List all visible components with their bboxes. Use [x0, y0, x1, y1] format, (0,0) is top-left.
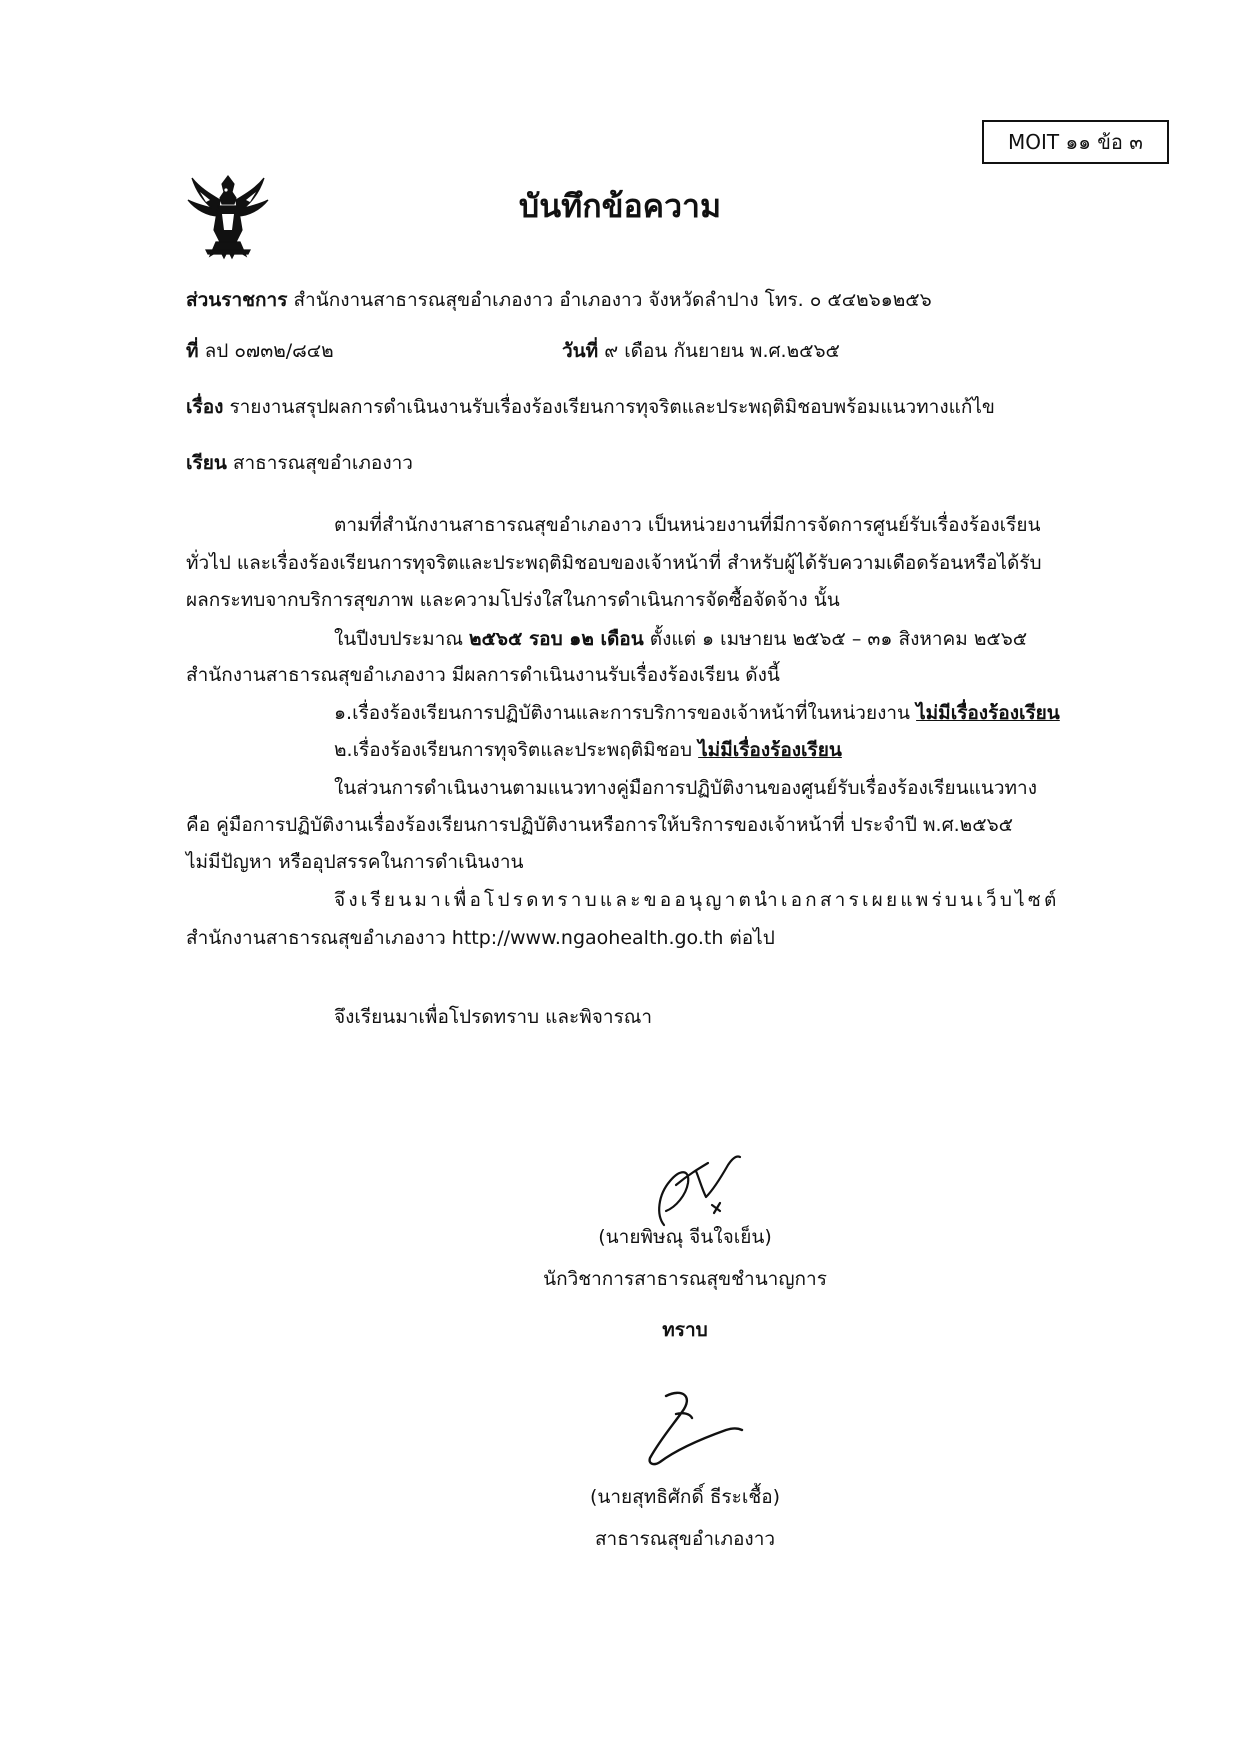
ref-label: ที่ — [186, 340, 199, 362]
para2-round: ๒๕๖๕ รอบ ๑๒ เดือน — [469, 628, 644, 650]
acknowledge-label: ทราบ — [662, 1319, 708, 1341]
subject-value: รายงานสรุปผลการดำเนินงานรับเรื่องร้องเรียนการทุจริตและประพฤติมิชอบพร้อมแนวทางแก้ไข — [229, 396, 995, 418]
para1-line2: ทั่วไป และเรื่องร้องเรียนการทุจริตและประพฤติมิชอบของเจ้าหน้าที่ สำหรับผู้ได้รับความเดือดร้อนหรือได้รับ — [186, 552, 1042, 574]
para3-line1: ในส่วนการดำเนินงานตามแนวทางคู่มือการปฏิบัติงานของศูนย์รับเรื่องร้องเรียนแนวทาง — [334, 777, 1037, 799]
agency-value: สำนักงานสาธารณสุขอำเภองาว อำเภองาว จังหวัดลำปาง โทร. ๐ ๕๔๒๖๑๒๕๖ — [293, 289, 932, 311]
to-value: สาธารณสุขอำเภองาว — [232, 452, 413, 474]
signer-2-position: สาธารณสุขอำเภองาว — [594, 1528, 776, 1550]
signer-1-position: นักวิชาการสาธารณสุขชำนาญการ — [543, 1268, 827, 1290]
para1-line3: ผลกระทบจากบริการสุขภาพ และความโปร่งใสในการดำเนินการจัดซื้อจัดจ้าง นั้น — [186, 589, 840, 611]
closing-line: จึงเรียนมาเพื่อโปรดทราบ และพิจารณา — [334, 1006, 653, 1028]
agency-row — [186, 285, 932, 315]
para3-line3: ไม่มีปัญหา หรืออุปสรรคในการดำเนินงาน — [186, 851, 524, 873]
date-row — [562, 336, 840, 366]
to-row — [186, 448, 413, 478]
para4-line1: จึงเรียนมาเพื่อโปรดทราบและขออนุญาตนำเอกสารเผยแพร่บนเว็บไซต์ — [334, 889, 1060, 911]
ref-row — [186, 336, 334, 366]
to-label: เรียน — [186, 452, 227, 474]
item2-text: ๒.เรื่องร้องเรียนการทุจริตและประพฤติมิชอบ — [334, 739, 693, 761]
item2-result: ไม่มีเรื่องร้องเรียน — [698, 739, 842, 761]
para2-line2: สำนักงานสาธารณสุขอำเภองาว มีผลการดำเนินงานรับเรื่องร้องเรียน ดังนี้ — [186, 664, 780, 686]
para2-period: ตั้งแต่ ๑ เมษายน ๒๕๖๕ – ๓๑ สิงหาคม ๒๕๖๕ — [649, 628, 1028, 650]
signature-1-icon — [636, 1145, 756, 1230]
para2-line1 — [334, 624, 1027, 654]
para2-fiscal-label: ในปีงบประมาณ — [334, 628, 463, 650]
item1-result: ไม่มีเรื่องร้องเรียน — [916, 702, 1060, 724]
subject-label: เรื่อง — [186, 396, 224, 418]
signature-2-icon — [636, 1384, 746, 1474]
form-code-box: MOIT ๑๑ ข้อ ๓ — [982, 120, 1169, 164]
list-item-1 — [334, 698, 1060, 728]
date-label: วันที่ — [562, 340, 599, 362]
para3-line2: คือ คู่มือการปฏิบัติงานเรื่องร้องเรียนการปฏิบัติงานหรือการให้บริการของเจ้าหน้าที่ ประจำปี พ.ศ.๒๕๖๕ — [186, 814, 1014, 836]
list-item-2 — [334, 735, 842, 765]
ref-value: ลป ๐๗๓๒/๘๔๒ — [204, 340, 334, 362]
agency-label: ส่วนราชการ — [186, 289, 288, 311]
item1-text: ๑.เรื่องร้องเรียนการปฏิบัติงานและการบริการของเจ้าหน้าที่ในหน่วยงาน — [334, 702, 911, 724]
date-value: ๙ เดือน กันยายน พ.ศ.๒๕๖๕ — [604, 340, 840, 362]
subject-row — [186, 392, 995, 422]
para4-line2: สำนักงานสาธารณสุขอำเภองาว http://www.ngaohealth.go.th ต่อไป — [186, 927, 775, 949]
signer-1-name: (นายพิษณุ จีนใจเย็น) — [598, 1226, 772, 1248]
para1-line1: ตามที่สำนักงานสาธารณสุขอำเภองาว เป็นหน่วยงานที่มีการจัดการศูนย์รับเรื่องร้องเรียน — [334, 514, 1041, 536]
signer-2-name: (นายสุทธิศักดิ์ ธีระเชื้อ) — [589, 1486, 781, 1508]
document-title: บันทึกข้อความ — [518, 187, 722, 225]
